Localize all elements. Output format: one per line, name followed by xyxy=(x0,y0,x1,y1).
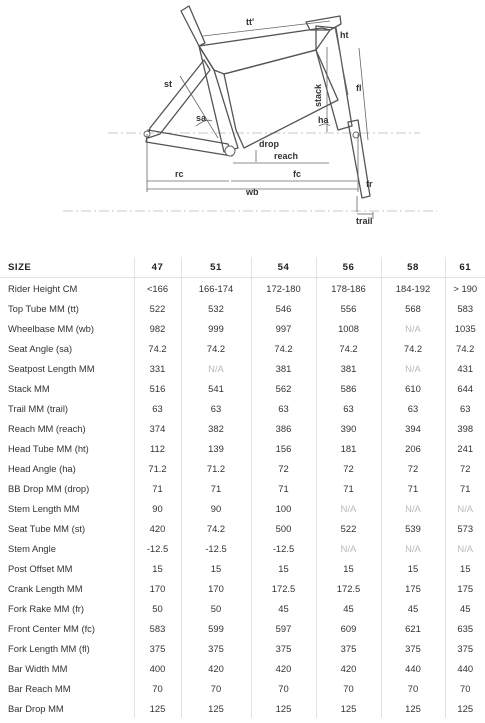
label-trail: trail xyxy=(356,216,373,226)
cell-size-58: 74.2 xyxy=(381,338,445,358)
cell-size-61: 440 xyxy=(445,658,485,678)
cell-size-58: N/A xyxy=(381,498,445,518)
label-fc: fc xyxy=(293,169,302,179)
cell-size-54: 546 xyxy=(251,298,316,318)
row-label: Stem Angle xyxy=(8,542,56,554)
label-sa: sa xyxy=(196,113,207,123)
cell-size-51: 532 xyxy=(181,298,251,318)
table-row xyxy=(0,398,485,418)
cell-size-51: 999 xyxy=(181,318,251,338)
cell-size-56: N/A xyxy=(316,538,381,558)
table-row xyxy=(0,598,485,618)
cell-size-58: 71 xyxy=(381,478,445,498)
label-stack: stack xyxy=(313,83,323,107)
table-row xyxy=(0,298,485,318)
table-row xyxy=(0,438,485,458)
cell-size-51: 420 xyxy=(181,658,251,678)
cell-size-61: 583 xyxy=(445,298,485,318)
row-label: Reach MM (reach) xyxy=(8,422,86,434)
size-header-label: SIZE xyxy=(0,257,134,278)
cell-size-51: 71.2 xyxy=(181,458,251,478)
cell-size-56: 609 xyxy=(316,618,381,638)
cell-size-51: 170 xyxy=(181,578,251,598)
row-label: Front Center MM (fc) xyxy=(8,622,95,634)
cell-size-56: 375 xyxy=(316,638,381,658)
size-58-header: 58 xyxy=(381,257,445,278)
cell-size-47: -12.5 xyxy=(134,538,181,558)
cell-size-61: 635 xyxy=(445,618,485,638)
label-wb: wb xyxy=(246,187,259,197)
row-label: Head Tube MM (ht) xyxy=(8,442,89,454)
cell-size-54: 63 xyxy=(251,398,316,418)
cell-size-51: 63 xyxy=(181,398,251,418)
cell-size-47: 15 xyxy=(134,558,181,578)
cell-size-56: 556 xyxy=(316,298,381,318)
row-label: Bar Drop MM xyxy=(8,702,64,714)
cell-size-58: 15 xyxy=(381,558,445,578)
cell-size-56: 74.2 xyxy=(316,338,381,358)
cell-size-58: 175 xyxy=(381,578,445,598)
cell-size-61: 375 xyxy=(445,638,485,658)
cell-size-58: 621 xyxy=(381,618,445,638)
table-row xyxy=(0,418,485,438)
table-row xyxy=(0,478,485,498)
cell-size-51: 139 xyxy=(181,438,251,458)
label-tt: tt' xyxy=(246,17,255,27)
size-56-header: 56 xyxy=(316,257,381,278)
geometry-table xyxy=(0,257,485,718)
cell-size-54: 71 xyxy=(251,478,316,498)
cell-size-47: 90 xyxy=(134,498,181,518)
cell-size-47: 71 xyxy=(134,478,181,498)
cell-size-51: 74.2 xyxy=(181,518,251,538)
cell-size-56: 522 xyxy=(316,518,381,538)
cell-size-61: 125 xyxy=(445,698,485,718)
table-row xyxy=(0,518,485,538)
table-row xyxy=(0,578,485,598)
cell-size-58: N/A xyxy=(381,538,445,558)
row-label: Head Angle (ha) xyxy=(8,462,76,474)
row-label: Bar Reach MM xyxy=(8,682,71,694)
cell-size-56: 63 xyxy=(316,398,381,418)
cell-size-61: 71 xyxy=(445,478,485,498)
cell-size-47: 522 xyxy=(134,298,181,318)
cell-size-61: 15 xyxy=(445,558,485,578)
cell-size-58: 375 xyxy=(381,638,445,658)
cell-size-61: 72 xyxy=(445,458,485,478)
cell-size-47: 331 xyxy=(134,358,181,378)
cell-size-51: 375 xyxy=(181,638,251,658)
cell-size-61: N/A xyxy=(445,498,485,518)
cell-size-56: 381 xyxy=(316,358,381,378)
cell-size-51: 90 xyxy=(181,498,251,518)
cell-size-47: 63 xyxy=(134,398,181,418)
size-61-header: 61 xyxy=(445,257,485,278)
cell-size-61: 74.2 xyxy=(445,338,485,358)
table-row xyxy=(0,678,485,698)
table-row xyxy=(0,498,485,518)
row-label: BB Drop MM (drop) xyxy=(8,482,90,494)
cell-size-58: 72 xyxy=(381,458,445,478)
cell-size-61: 175 xyxy=(445,578,485,598)
cell-size-56: 420 xyxy=(316,658,381,678)
cell-size-56: 390 xyxy=(316,418,381,438)
cell-size-54: 997 xyxy=(251,318,316,338)
cell-size-54: 597 xyxy=(251,618,316,638)
cell-size-47: 374 xyxy=(134,418,181,438)
row-label: Fork Length MM (fl) xyxy=(8,642,90,654)
cell-size-56: 125 xyxy=(316,698,381,718)
cell-size-47: 982 xyxy=(134,318,181,338)
label-fr: fr xyxy=(366,179,373,189)
cell-size-58: N/A xyxy=(381,358,445,378)
cell-size-58: 125 xyxy=(381,698,445,718)
cell-size-58: 394 xyxy=(381,418,445,438)
diagram-labels xyxy=(164,17,373,226)
table-row xyxy=(0,318,485,338)
cell-size-51: 71 xyxy=(181,478,251,498)
size-47-header: 47 xyxy=(134,257,181,278)
table-row xyxy=(0,698,485,718)
cell-size-54: 70 xyxy=(251,678,316,698)
cell-size-56: 15 xyxy=(316,558,381,578)
cell-size-54: 172-180 xyxy=(251,278,316,299)
cell-size-56: 71 xyxy=(316,478,381,498)
row-label: Post Offset MM xyxy=(8,562,73,574)
label-reach: reach xyxy=(274,151,299,161)
cell-size-56: 181 xyxy=(316,438,381,458)
cell-size-54: 156 xyxy=(251,438,316,458)
cell-size-51: N/A xyxy=(181,358,251,378)
cell-size-51: 125 xyxy=(181,698,251,718)
label-drop: drop xyxy=(259,139,279,149)
cell-size-54: 562 xyxy=(251,378,316,398)
cell-size-58: N/A xyxy=(381,318,445,338)
cell-size-56: 72 xyxy=(316,458,381,478)
cell-size-47: 375 xyxy=(134,638,181,658)
cell-size-47: 400 xyxy=(134,658,181,678)
cell-size-47: 50 xyxy=(134,598,181,618)
cell-size-54: 125 xyxy=(251,698,316,718)
label-rc: rc xyxy=(175,169,184,179)
cell-size-54: 500 xyxy=(251,518,316,538)
cell-size-54: 45 xyxy=(251,598,316,618)
row-label: Crank Length MM xyxy=(8,582,83,594)
row-label: Rider Height CM xyxy=(0,278,134,299)
row-label: Stack MM xyxy=(8,382,50,394)
cell-size-61: 45 xyxy=(445,598,485,618)
cell-size-54: 15 xyxy=(251,558,316,578)
cell-size-61: 431 xyxy=(445,358,485,378)
cell-size-51: 166-174 xyxy=(181,278,251,299)
row-label: Trail MM (trail) xyxy=(8,402,69,414)
cell-size-54: 375 xyxy=(251,638,316,658)
row-label: Bar Width MM xyxy=(8,662,68,674)
table-row xyxy=(0,658,485,678)
cell-size-58: 63 xyxy=(381,398,445,418)
cell-size-58: 206 xyxy=(381,438,445,458)
cell-size-47: 583 xyxy=(134,618,181,638)
table-row xyxy=(0,458,485,478)
cell-size-58: 568 xyxy=(381,298,445,318)
cell-size-47: 516 xyxy=(134,378,181,398)
cell-size-58: 45 xyxy=(381,598,445,618)
cell-size-58: 539 xyxy=(381,518,445,538)
cell-size-61: 63 xyxy=(445,398,485,418)
cell-size-51: 15 xyxy=(181,558,251,578)
dimension-lines xyxy=(147,21,373,219)
label-fl: fl xyxy=(356,83,362,93)
cell-size-56: N/A xyxy=(316,498,381,518)
cell-size-51: 50 xyxy=(181,598,251,618)
cell-size-47: 170 xyxy=(134,578,181,598)
cell-size-54: 386 xyxy=(251,418,316,438)
table-row xyxy=(0,618,485,638)
cell-size-58: 440 xyxy=(381,658,445,678)
cell-size-56: 1008 xyxy=(316,318,381,338)
row-label: Seat Tube MM (st) xyxy=(8,522,86,534)
cell-size-61: N/A xyxy=(445,538,485,558)
cell-size-47: 125 xyxy=(134,698,181,718)
cell-size-47: <166 xyxy=(134,278,181,299)
cell-size-61: 1035 xyxy=(445,318,485,338)
cell-size-51: 541 xyxy=(181,378,251,398)
cell-size-51: 382 xyxy=(181,418,251,438)
table-row xyxy=(0,358,485,378)
cell-size-51: 74.2 xyxy=(181,338,251,358)
row-label: Seatpost Length MM xyxy=(8,362,95,374)
cell-size-61: 70 xyxy=(445,678,485,698)
cell-size-61: 573 xyxy=(445,518,485,538)
cell-size-56: 586 xyxy=(316,378,381,398)
cell-size-58: 184-192 xyxy=(381,278,445,299)
label-ht: ht xyxy=(340,30,349,40)
table-row xyxy=(0,538,485,558)
cell-size-56: 45 xyxy=(316,598,381,618)
label-ha: ha xyxy=(318,115,329,125)
cell-size-58: 70 xyxy=(381,678,445,698)
cell-size-51: -12.5 xyxy=(181,538,251,558)
cell-size-54: 172.5 xyxy=(251,578,316,598)
table-row xyxy=(0,338,485,358)
table-row xyxy=(0,278,485,299)
cell-size-56: 70 xyxy=(316,678,381,698)
cell-size-61: > 190 xyxy=(445,278,485,299)
cell-size-47: 420 xyxy=(134,518,181,538)
cell-size-61: 398 xyxy=(445,418,485,438)
row-label: Fork Rake MM (fr) xyxy=(8,602,85,614)
geometry-table-body xyxy=(0,278,485,719)
table-row xyxy=(0,378,485,398)
cell-size-47: 112 xyxy=(134,438,181,458)
cell-size-61: 241 xyxy=(445,438,485,458)
cell-size-54: 381 xyxy=(251,358,316,378)
cell-size-47: 70 xyxy=(134,678,181,698)
cell-size-54: 74.2 xyxy=(251,338,316,358)
cell-size-58: 610 xyxy=(381,378,445,398)
row-label: Wheelbase MM (wb) xyxy=(8,322,94,334)
table-row xyxy=(0,638,485,658)
cell-size-54: 420 xyxy=(251,658,316,678)
cell-size-54: 72 xyxy=(251,458,316,478)
cell-size-56: 178-186 xyxy=(316,278,381,299)
size-54-header: 54 xyxy=(251,257,316,278)
size-header-row xyxy=(0,257,485,278)
label-st: st xyxy=(164,79,173,89)
cell-size-54: -12.5 xyxy=(251,538,316,558)
cell-size-51: 70 xyxy=(181,678,251,698)
cell-size-61: 644 xyxy=(445,378,485,398)
cell-size-47: 71.2 xyxy=(134,458,181,478)
bike-geometry-diagram xyxy=(0,0,485,250)
row-label: Stem Length MM xyxy=(8,502,80,514)
cell-size-47: 74.2 xyxy=(134,338,181,358)
cell-size-51: 599 xyxy=(181,618,251,638)
cell-size-54: 100 xyxy=(251,498,316,518)
row-label: Top Tube MM (tt) xyxy=(8,302,79,314)
size-51-header: 51 xyxy=(181,257,251,278)
cell-size-56: 172.5 xyxy=(316,578,381,598)
row-label: Seat Angle (sa) xyxy=(8,342,73,354)
table-row xyxy=(0,558,485,578)
